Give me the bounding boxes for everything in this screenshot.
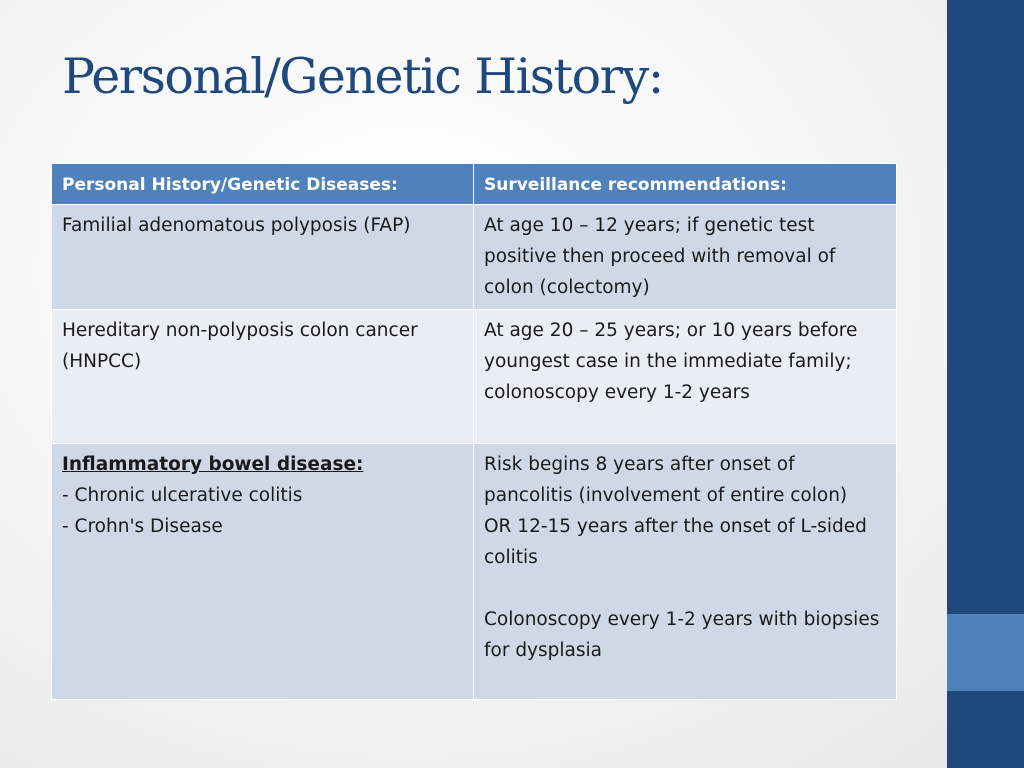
ibd-risk-left-sided: OR 12-15 years after the onset of L-sided colitis [484, 516, 867, 568]
spacer [484, 573, 887, 604]
surveillance-table [51, 163, 897, 700]
ibd-item-crohns: - Crohn's Disease [62, 516, 223, 537]
table-row [52, 310, 897, 444]
table-row [52, 205, 897, 310]
disease-cell-fap: Familial adenomatous polyposis (FAP) [52, 205, 474, 310]
ibd-colonoscopy-schedule: Colonoscopy every 1-2 years with biopsies for dysplasia [484, 609, 880, 661]
ibd-item-ulcerative-colitis: - Chronic ulcerative colitis [62, 485, 303, 506]
ibd-risk-onset: Risk begins 8 years after onset of pancolitis (involvement of entire colon) [484, 454, 848, 506]
recommendation-cell-fap: At age 10 – 12 years; if genetic test positive then proceed with removal of colon (colectomy) [474, 205, 897, 310]
table-header-row [52, 164, 897, 205]
side-accent-block [947, 614, 1024, 691]
table-row [52, 444, 897, 700]
recommendation-cell-ibd [474, 444, 897, 700]
header-recommendations: Surveillance recommendations: [474, 164, 897, 205]
header-diseases: Personal History/Genetic Diseases: [52, 164, 474, 205]
disease-cell-hnpcc: Hereditary non-polyposis colon cancer (HNPCC) [52, 310, 474, 444]
ibd-heading: Inflammatory bowel disease: [62, 454, 364, 475]
disease-cell-ibd [52, 444, 474, 700]
slide-title: Personal/Genetic History: [62, 48, 663, 105]
recommendation-cell-hnpcc: At age 20 – 25 years; or 10 years before youngest case in the immediate family; colonoscopy every 1-2 years [474, 310, 897, 444]
